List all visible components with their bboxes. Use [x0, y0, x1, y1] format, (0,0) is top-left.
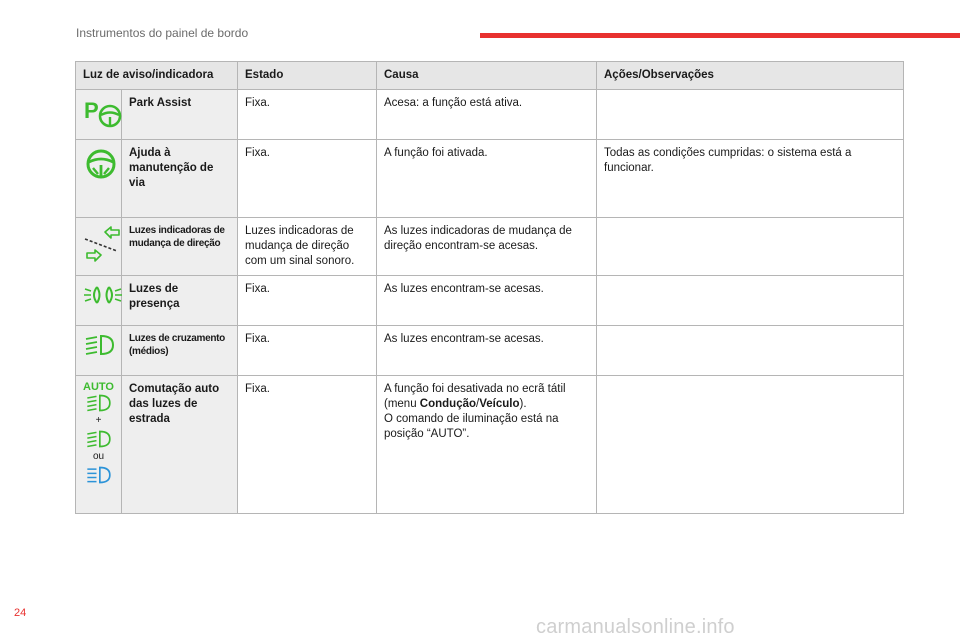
- warning-name: Luzes de presença: [122, 275, 238, 325]
- warning-name: Luzes de cruzamento (médios): [122, 325, 238, 375]
- turn-signal-icon: [83, 224, 114, 264]
- park-assist-icon: [83, 96, 114, 128]
- icon-cell: [76, 375, 122, 513]
- header-accent-bar: [480, 33, 960, 38]
- icon-cell: [76, 217, 122, 275]
- svg-text:P: P: [84, 97, 99, 123]
- estado-cell: Fixa.: [238, 139, 377, 217]
- watermark: carmanualsonline.info: [536, 616, 735, 638]
- acoes-cell: [597, 325, 904, 375]
- acoes-cell: [597, 89, 904, 139]
- dipped-beam-icon: [83, 332, 114, 358]
- icon-cell: [76, 89, 122, 139]
- column-header-causa: Causa: [377, 62, 597, 90]
- auto-dipped-beam-icon: [83, 382, 114, 413]
- menu-conducao: Condução: [419, 397, 477, 410]
- estado-cell: Luzes indicadoras de mudança de direção com um sinal sonoro.: [238, 217, 377, 275]
- warning-name: Park Assist: [122, 89, 238, 139]
- estado-cell: Fixa.: [238, 375, 377, 513]
- dipped-beam-icon: [83, 429, 114, 449]
- warning-lights-table: [75, 61, 904, 514]
- causa-text: A função foi desativada no ecrã tátil (menu: [384, 382, 566, 410]
- lane-keeping-icon: [83, 146, 114, 182]
- column-header-warning-light: Luz de aviso/indicadora: [76, 62, 238, 90]
- icon-cell: [76, 325, 122, 375]
- plus-label: +: [95, 414, 102, 426]
- menu-separator: /: [476, 397, 480, 410]
- main-beam-icon: [83, 465, 114, 485]
- causa-cell: [377, 375, 597, 513]
- table-row: [76, 275, 904, 325]
- acoes-cell: [597, 217, 904, 275]
- causa-cell: As luzes encontram-se acesas.: [377, 275, 597, 325]
- table-row: [76, 217, 904, 275]
- table-row: [76, 89, 904, 139]
- page-number: 24: [14, 607, 27, 619]
- acoes-cell: [597, 275, 904, 325]
- warning-name: Comutação auto das luzes de estrada: [122, 375, 238, 513]
- column-header-estado: Estado: [238, 62, 377, 90]
- causa-cell: As luzes encontram-se acesas.: [377, 325, 597, 375]
- causa-text-line2: O comando de iluminação está na posição “AUTO”.: [384, 412, 559, 440]
- causa-cell: A função foi ativada.: [377, 139, 597, 217]
- warning-name: Ajuda à manutenção de via: [122, 139, 238, 217]
- column-header-acoes: Ações/Observações: [597, 62, 904, 90]
- table-row: [76, 325, 904, 375]
- table-row: [76, 139, 904, 217]
- causa-cell: Acesa: a função está ativa.: [377, 89, 597, 139]
- icon-cell: [76, 275, 122, 325]
- causa-text-end: ).: [519, 397, 527, 410]
- acoes-cell: [597, 375, 904, 513]
- or-label: ou: [92, 450, 105, 462]
- table-row: [76, 375, 904, 513]
- side-lights-icon: [83, 282, 114, 308]
- menu-veiculo: Veículo: [479, 397, 520, 410]
- page-header-title: Instrumentos do painel de bordo: [76, 26, 249, 40]
- table-header-row: [76, 62, 904, 90]
- auto-label: AUTO: [83, 380, 114, 393]
- acoes-cell: Todas as condições cumpridas: o sistema está a funcionar.: [597, 139, 904, 217]
- estado-cell: Fixa.: [238, 325, 377, 375]
- causa-cell: As luzes indicadoras de mudança de direção encontram-se acesas.: [377, 217, 597, 275]
- estado-cell: Fixa.: [238, 275, 377, 325]
- estado-cell: Fixa.: [238, 89, 377, 139]
- warning-name: Luzes indicadoras de mudança de direção: [122, 217, 238, 275]
- icon-cell: [76, 139, 122, 217]
